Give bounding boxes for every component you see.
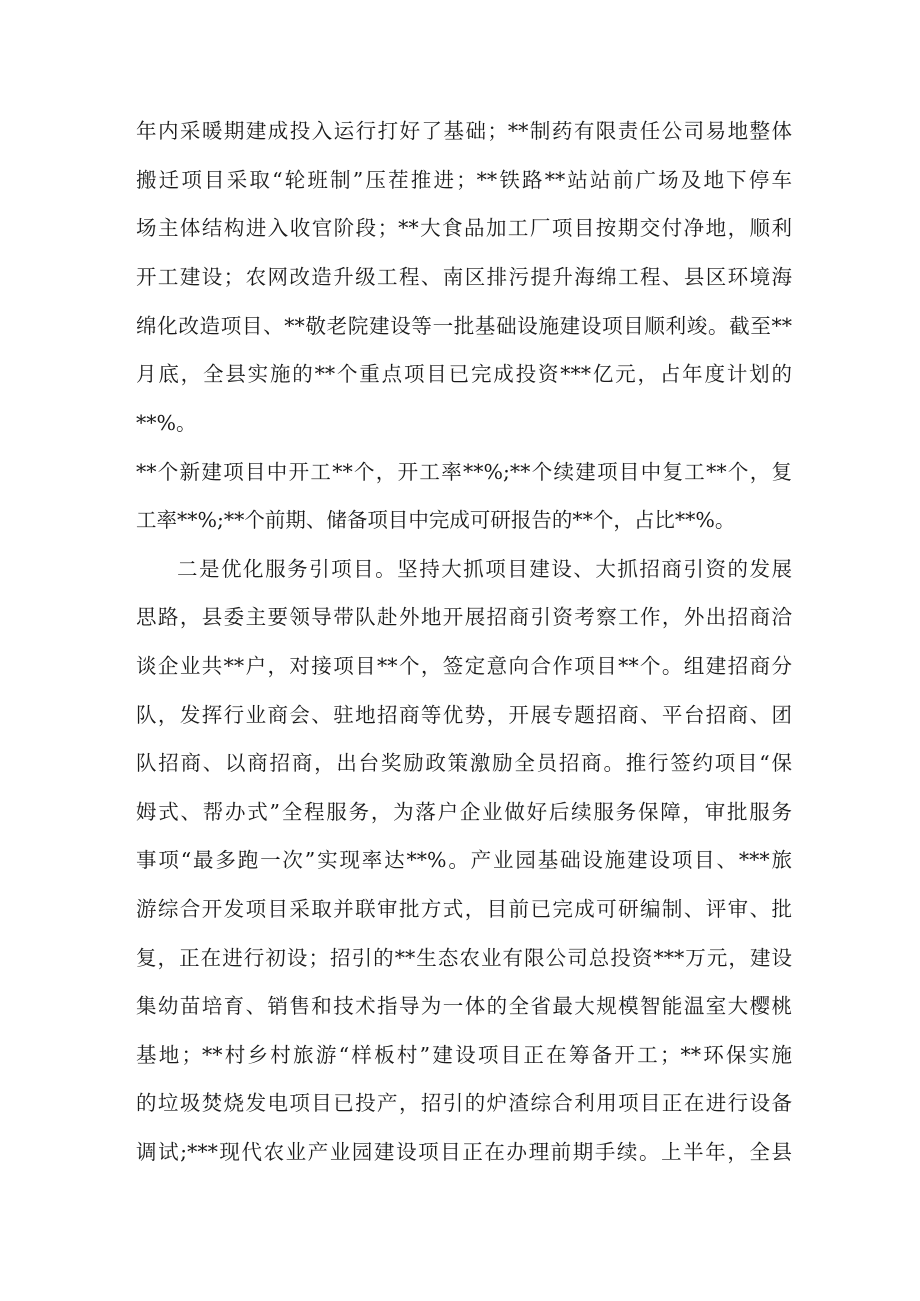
text-line: 集幼苗培育、销售和技术指导为一体的全省最大规模智能温室大樱桃 — [136, 994, 792, 1018]
text-line: **%。 — [136, 411, 197, 435]
text-line: 调试;***现代农业产业园建设项目正在办理前期手续。上半年，全县 — [136, 1140, 792, 1164]
text-line: 姆式、帮办式”全程服务，为落户企业做好后续服务保障，审批服务 — [136, 800, 792, 824]
text-line: 基地；**村乡村旅游“样板村”建设项目正在筹备开工；**环保实施 — [136, 1043, 792, 1067]
text-line: 事项“最多跑一次”实现率达**%。产业园基础设施建设项目、***旅 — [136, 848, 792, 872]
text-line: 月底，全县实施的**个重点项目已完成投资***亿元，占年度计划的 — [136, 362, 792, 386]
text-line: 绵化改造项目、**敬老院建设等一批基础设施建设项目顺利竣。截至** — [136, 314, 792, 338]
text-line: 队，发挥行业商会、驻地招商等优势，开展专题招商、平台招商、团 — [136, 703, 792, 727]
text-line: **个新建项目中开工**个，开工率**%;**个续建项目中复工**个，复 — [136, 460, 792, 484]
text-line: 思路，县委主要领导带队赴外地开展招商引资考察工作，外出招商洽 — [136, 605, 792, 629]
text-line: 年内采暖期建成投入运行打好了基础；**制药有限责任公司易地整体 — [136, 119, 792, 143]
paragraph-first-line: 二是优化服务引项目。坚持大抓项目建设、大抓招商引资的发展 — [177, 557, 792, 581]
text-line: 谈企业共**户，对接项目**个，签定意向合作项目**个。组建招商分 — [136, 654, 792, 678]
text-line: 游综合开发项目采取并联审批方式，目前已完成可研编制、评审、批 — [136, 897, 792, 921]
text-line: 开工建设；农网改造升级工程、南区排污提升海绵工程、县区环境海 — [136, 265, 792, 289]
text-line: 场主体结构进入收官阶段；**大食品加工厂项目按期交付净地，顺利 — [136, 216, 792, 240]
text-line: 的垃圾焚烧发电项目已投产，招引的炉渣综合利用项目正在进行设备 — [136, 1091, 792, 1115]
text-line: 搬迁项目采取“轮班制”压茬推进；**铁路**站站前广场及地下停车 — [136, 168, 792, 192]
text-line: 复，正在进行初设；招引的**生态农业有限公司总投资***万元，建设 — [136, 946, 792, 970]
text-line: 工率**%;**个前期、储备项目中完成可研报告的**个，占比**%。 — [136, 508, 736, 532]
text-line: 队招商、以商招商，出台奖励政策激励全员招商。推行签约项目“保 — [136, 751, 792, 775]
